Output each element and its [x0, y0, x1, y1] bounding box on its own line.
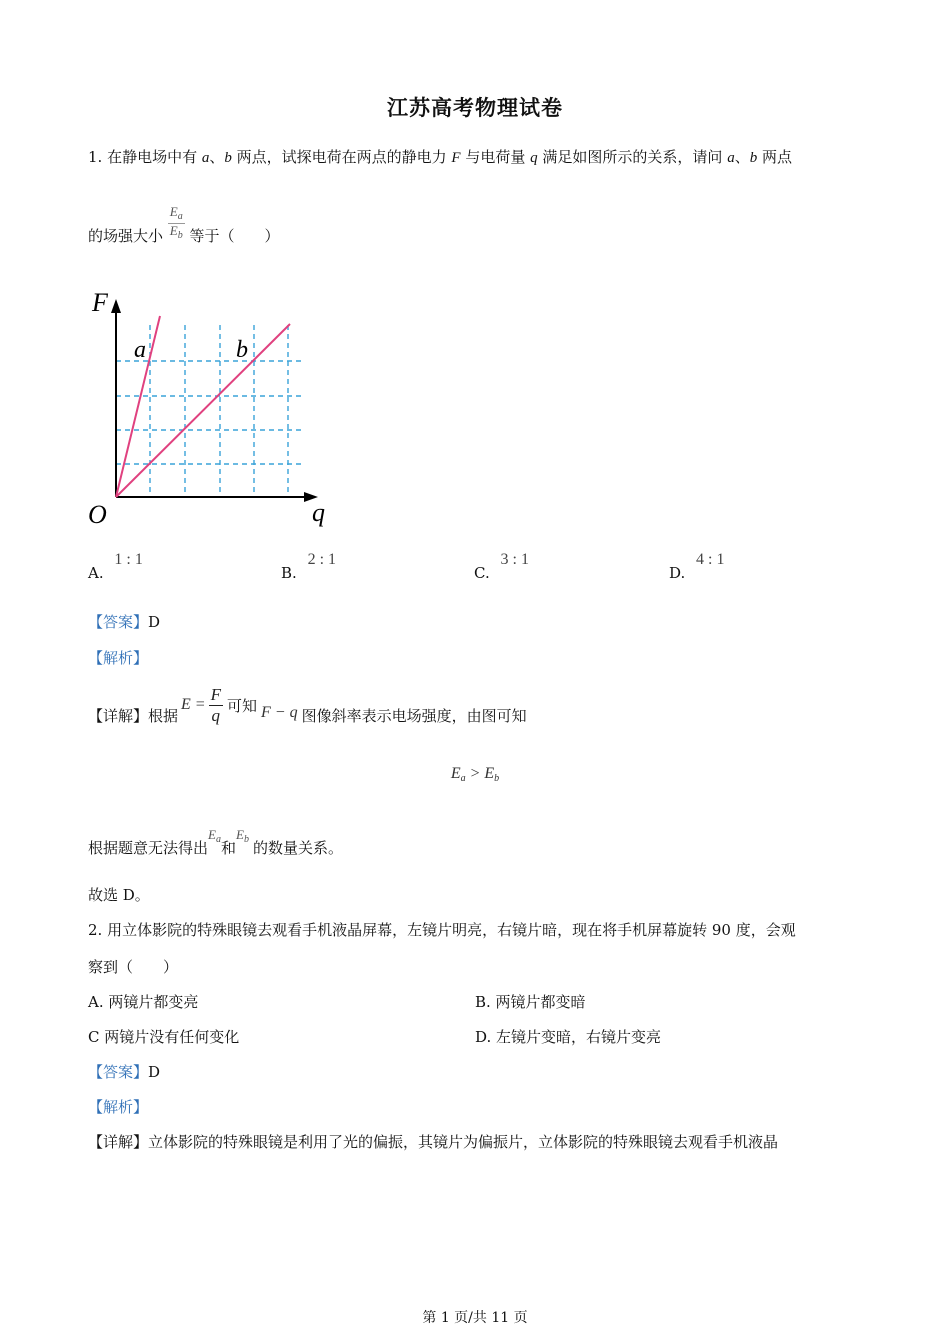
page-footer: 第 1 页/共 11 页: [422, 1310, 528, 1326]
q2-option-b: B. 两镜片都变暗: [475, 993, 586, 1011]
q1-detail: 【详解】 根据 E = $\frac{F}{q}$ 可知 F − q 图像斜率表示电场强度，由图可知: [88, 684, 527, 725]
q1-inequality: $E_a > E_b$: [450, 765, 500, 784]
q2-option-c: C 两镜片没有任何变化: [88, 1028, 240, 1046]
q2-answer: 【答案】D: [88, 1063, 161, 1081]
origin-label: O: [88, 500, 107, 529]
q1-answer: 【答案】D: [88, 613, 161, 631]
q1-option-a: A. 1 : 1: [88, 551, 143, 582]
x-axis-label: q: [312, 498, 325, 527]
y-axis-arrow: [111, 299, 121, 313]
q2-detail: 【详解】立体影院的特殊眼镜是利用了光的偏振，其镜片为偏振片，立体影院的特殊眼镜去观看手机液晶: [88, 1133, 779, 1151]
q1-option-d: D. 4 : 1: [669, 551, 725, 582]
q2-option-d: D. 左镜片变暗，右镜片变亮: [475, 1028, 662, 1046]
e-formula-fraction: $\frac{F}{q}$: [210, 684, 221, 725]
q1-final-choice: 故选 D。: [88, 886, 150, 904]
q2-stem-line1: 2. 用立体影院的特殊眼镜去观看手机液晶屏幕，左镜片明亮，右镜片暗，现在将手机屏幕旋转 90 度，会观: [88, 921, 796, 939]
q1-conclusion-line: 根据题意无法得出$E_a$和$E_b$ 的数量关系。: [88, 827, 343, 857]
q2-analysis-tag: 【解析】: [88, 1098, 149, 1116]
q2-option-a: A. 两镜片都变亮: [88, 993, 199, 1011]
field-ratio-fraction: $\frac{E_a}{E_b}$: [169, 204, 183, 241]
f-q-graph: [80, 285, 340, 535]
q1-option-c: C. 3 : 1: [474, 551, 529, 582]
q1-analysis-tag: 【解析】: [88, 649, 149, 667]
q1-stem-line2: 的场强大小 $\frac{E_a}{E_b}$ 等于（ ）: [88, 204, 280, 245]
page-title: 江苏高考物理试卷: [387, 95, 563, 120]
q1-stem-line1: 1. 在静电场中有 a、b 两点，试探电荷在两点的静电力 F 与电荷量 q 满足如图所示的关系，请问 a、b 两点: [88, 148, 792, 166]
y-axis-label: F: [92, 288, 108, 317]
line-b-label: b: [236, 337, 248, 363]
q2-stem-line2: 察到（ ）: [88, 958, 179, 976]
line-a-label: a: [134, 337, 146, 363]
q1-option-b: B. 2 : 1: [281, 551, 337, 582]
